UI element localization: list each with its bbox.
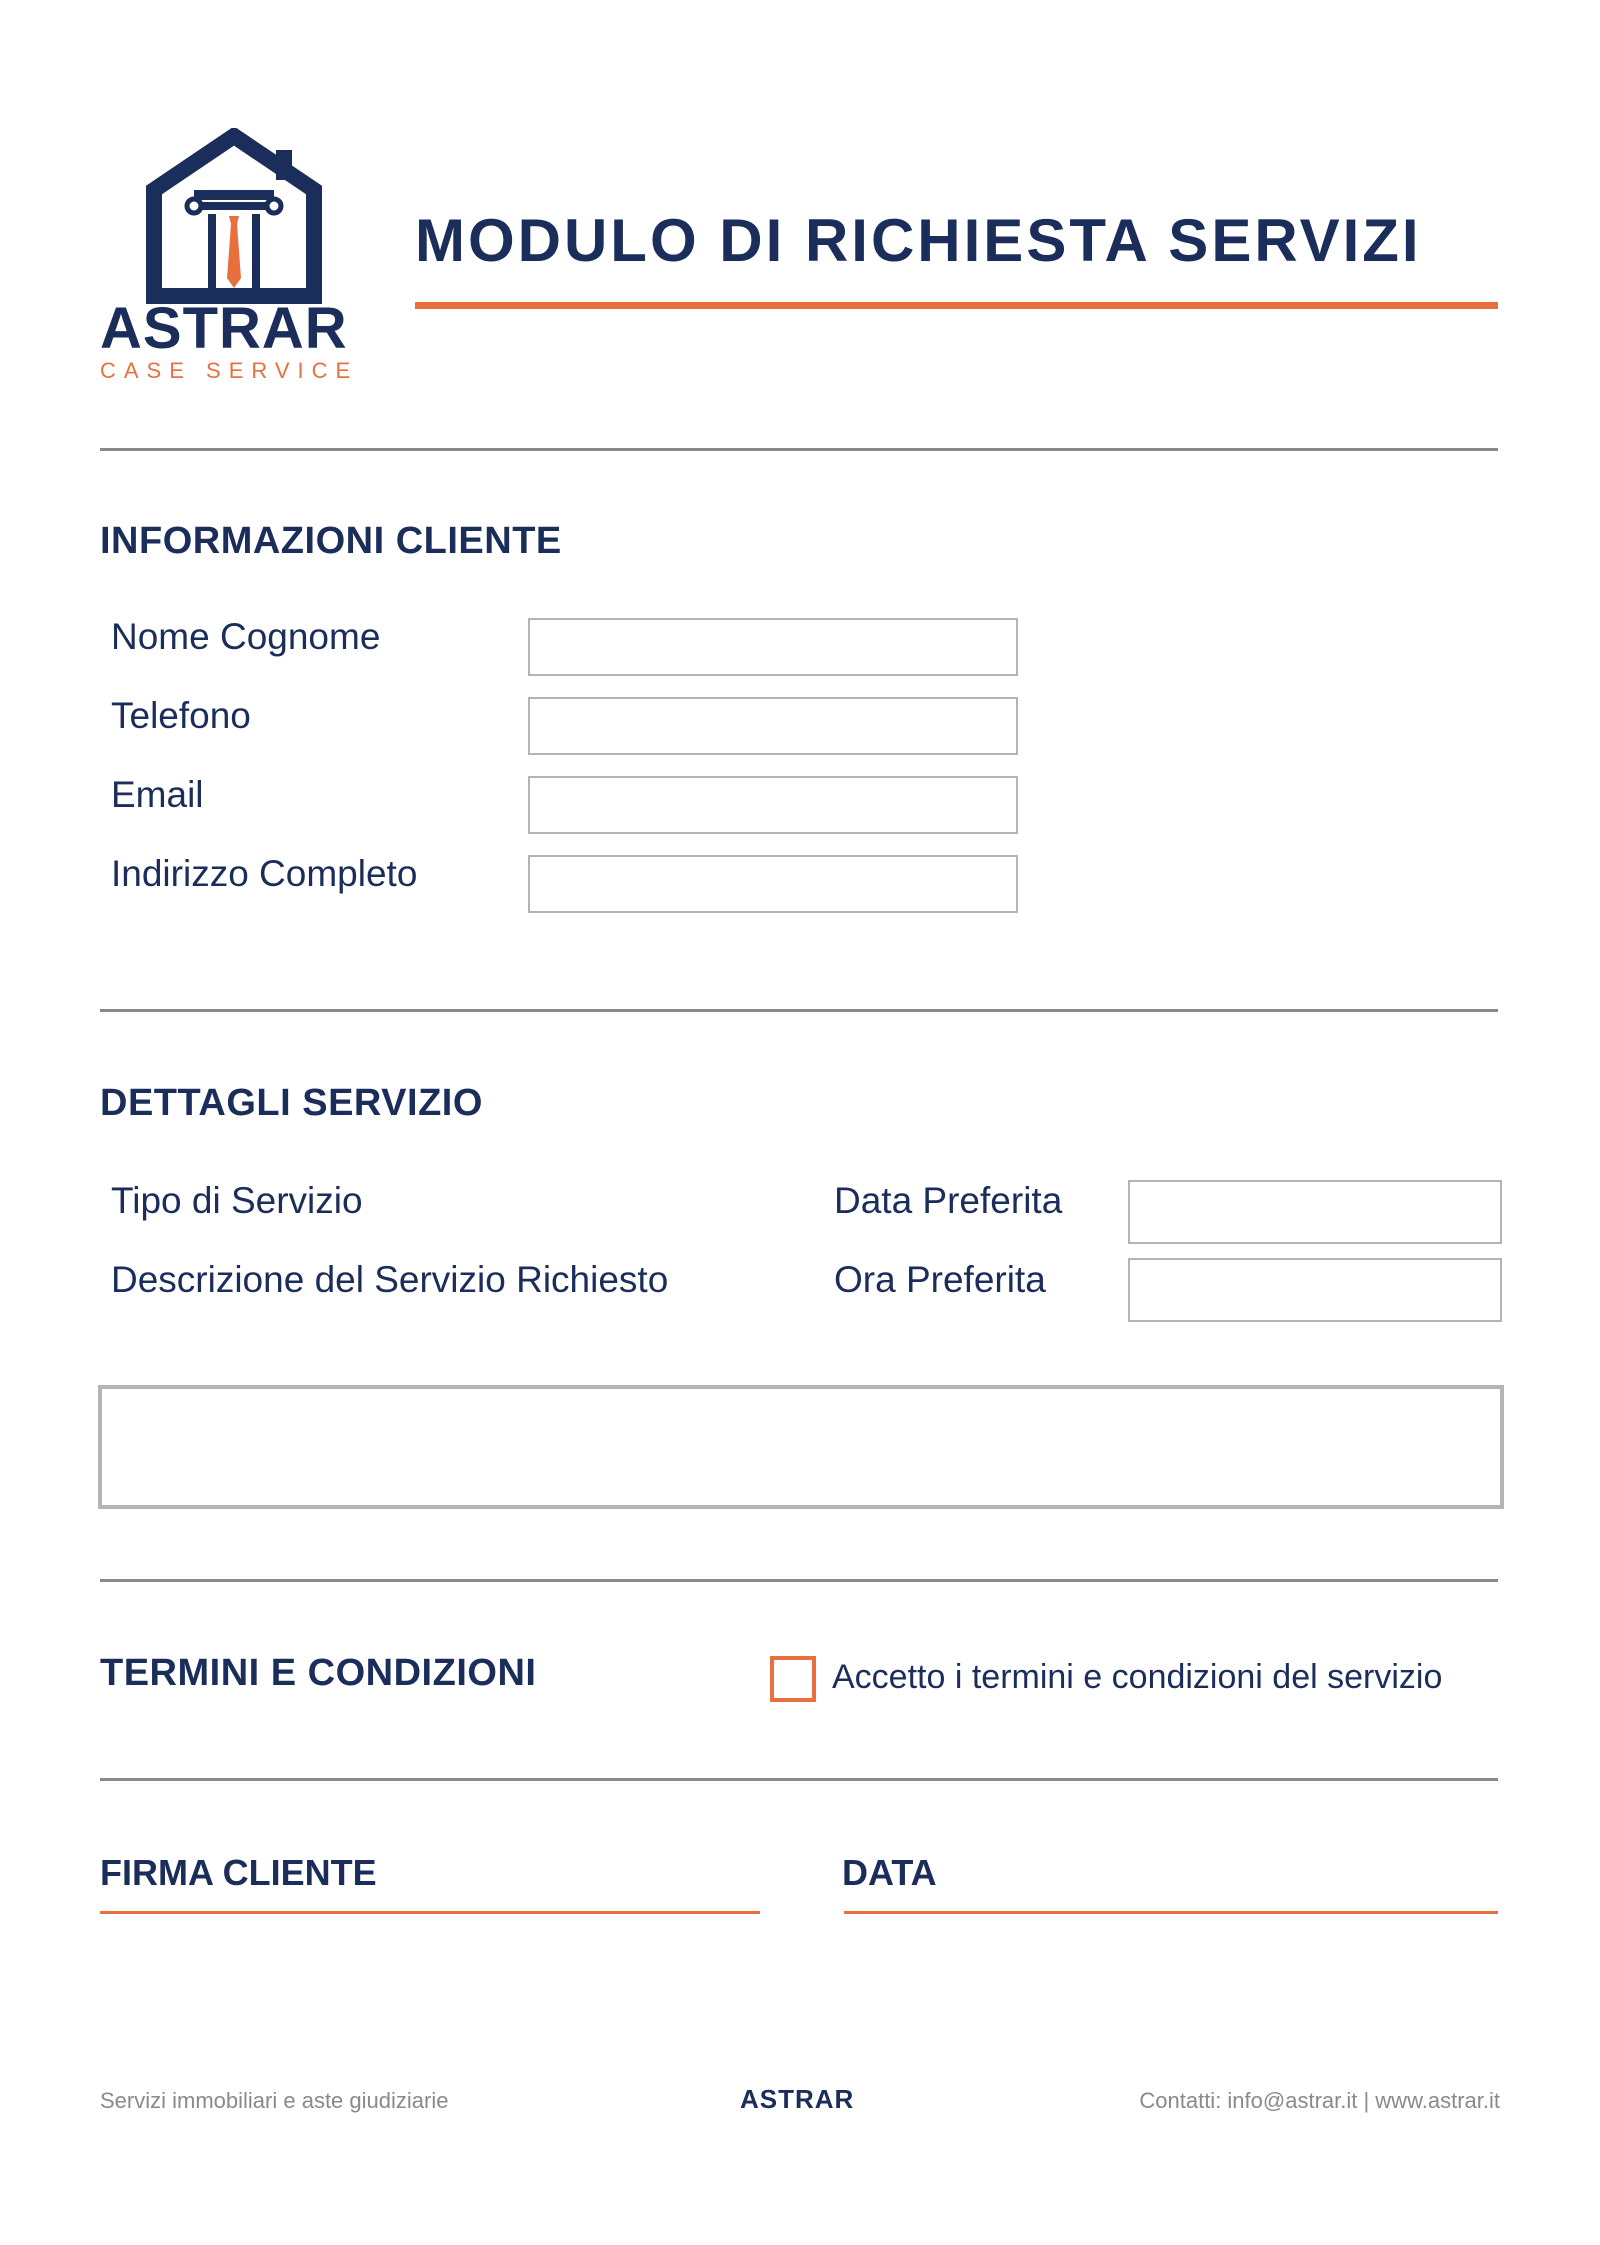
address-label: Indirizzo Completo xyxy=(111,853,418,894)
house-column-logo-icon xyxy=(98,128,366,308)
page-title: MODULO DI RICHIESTA SERVIZI xyxy=(415,207,1422,274)
client-signature-label: FIRMA CLIENTE xyxy=(100,1852,377,1893)
accept-terms-checkbox[interactable] xyxy=(770,1656,816,1702)
logo xyxy=(98,128,366,388)
date-signature-line[interactable] xyxy=(844,1911,1498,1914)
terms-title: TERMINI E CONDIZIONI xyxy=(100,1652,537,1694)
client-signature-line[interactable] xyxy=(100,1911,760,1914)
full-name-field[interactable] xyxy=(528,618,1018,676)
phone-label: Telefono xyxy=(111,695,251,736)
preferred-time-field[interactable] xyxy=(1128,1258,1502,1322)
service-description-field[interactable] xyxy=(98,1385,1504,1509)
footer-tagline: Servizi immobiliari e aste giudiziarie xyxy=(100,2088,449,2113)
title-underline xyxy=(415,302,1498,309)
preferred-date-label: Data Preferita xyxy=(834,1180,1063,1221)
logo-name: ASTRAR xyxy=(100,296,348,361)
email-label: Email xyxy=(111,774,204,815)
accept-terms-label: Accetto i termini e condizioni del servizio xyxy=(832,1658,1443,1696)
divider xyxy=(100,1778,1498,1781)
client-info-title: INFORMAZIONI CLIENTE xyxy=(100,520,562,562)
service-details-title: DETTAGLI SERVIZIO xyxy=(100,1082,483,1124)
divider xyxy=(100,1579,1498,1582)
divider xyxy=(100,448,1498,451)
date-label: DATA xyxy=(842,1852,937,1893)
service-type-label: Tipo di Servizio xyxy=(111,1180,363,1221)
phone-field[interactable] xyxy=(528,697,1018,755)
divider xyxy=(100,1009,1498,1012)
description-label: Descrizione del Servizio Richiesto xyxy=(111,1259,669,1300)
preferred-time-label: Ora Preferita xyxy=(834,1259,1046,1300)
footer-brand: ASTRAR xyxy=(740,2084,855,2114)
footer-contacts: Contatti: info@astrar.it | www.astrar.it xyxy=(1139,2088,1500,2113)
preferred-date-field[interactable] xyxy=(1128,1180,1502,1244)
email-field[interactable] xyxy=(528,776,1018,834)
full-name-label: Nome Cognome xyxy=(111,616,381,657)
address-field[interactable] xyxy=(528,855,1018,913)
logo-tagline: CASE SERVICE xyxy=(100,358,359,383)
